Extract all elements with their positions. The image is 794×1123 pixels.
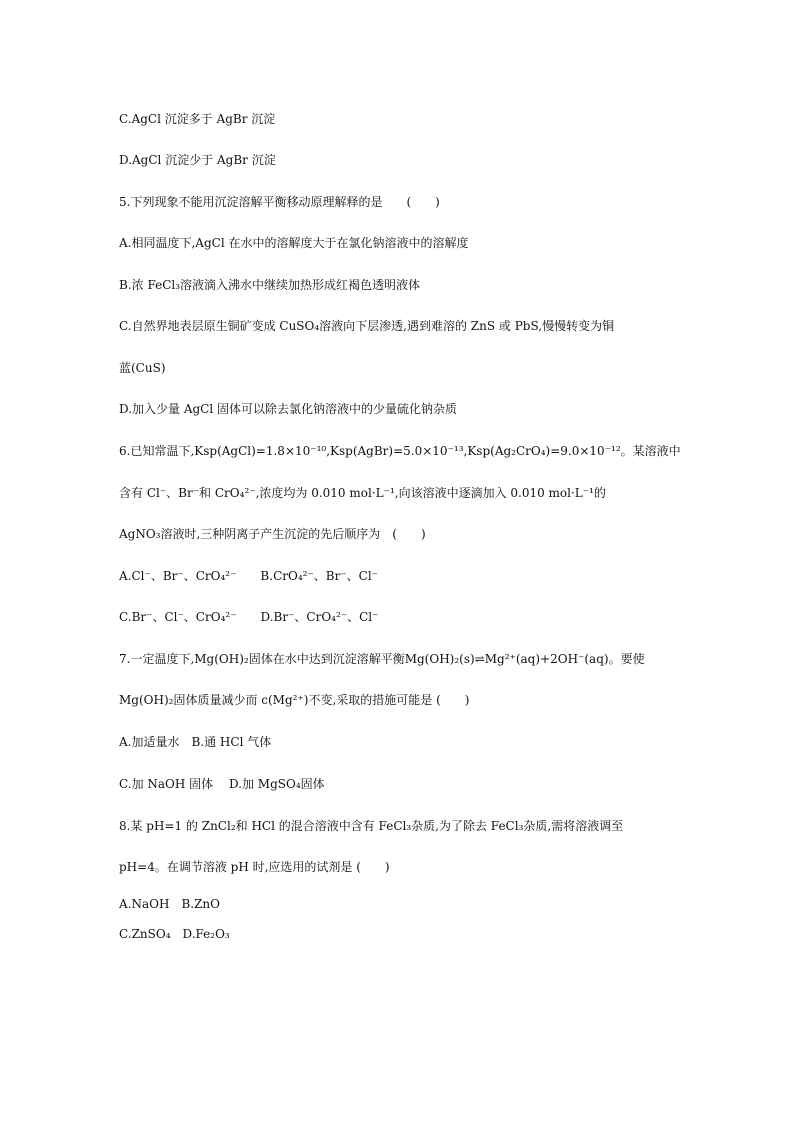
question-6-cont2: AgNO₃溶液时,三种阴离子产生沉淀的先后顺序为 ( ) [119,527,426,541]
options-8cd: C.ZnSO₄ D.Fe₂O₃ [119,927,230,941]
option-5c-cont: 蓝(CuS) [119,361,166,375]
question-6: 6.已知常温下,Ksp(AgCl)=1.8×10⁻¹⁰,Ksp(AgBr)=5.0×10⁻¹³,Ksp(Ag₂CrO₄)=9.0×10⁻¹²。某溶液中 [119,444,681,458]
option-5d: D.加入少量 AgCl 固体可以除去氯化钠溶液中的少量硫化钠杂质 [119,402,458,416]
options-6cd: C.Br⁻、Cl⁻、CrO₄²⁻ D.Br⁻、CrO₄²⁻、Cl⁻ [119,610,379,624]
option-4d: D.AgCl 沉淀少于 AgBr 沉淀 [119,153,276,167]
question-5: 5.下列现象不能用沉淀溶解平衡移动原理解释的是 ( ) [119,195,440,209]
question-7: 7.一定温度下,Mg(OH)₂固体在水中达到沉淀溶解平衡Mg(OH)₂(s)⇌Mg²⁺(aq)+2OH⁻(aq)。要使 [119,652,645,666]
option-4c: C.AgCl 沉淀多于 AgBr 沉淀 [119,112,276,126]
question-6-cont: 含有 Cl⁻、Br⁻和 CrO₄²⁻,浓度均为 0.010 mol·L⁻¹,向该溶液中逐滴加入 0.010 mol·L⁻¹的 [119,486,606,500]
options-8ab: A.NaOH B.ZnO [119,897,220,911]
option-5b: B.浓 FeCl₃溶液滴入沸水中继续加热形成红褐色透明液体 [119,278,421,292]
question-8-cont: pH=4。在调节溶液 pH 时,应选用的试剂是 ( ) [119,860,390,874]
question-7-cont: Mg(OH)₂固体质量减少而 c(Mg²⁺)不变,采取的措施可能是 ( ) [119,693,470,707]
options-6ab: A.Cl⁻、Br⁻、CrO₄²⁻ B.CrO₄²⁻、Br⁻、Cl⁻ [119,569,379,583]
question-8: 8.某 pH=1 的 ZnCl₂和 HCl 的混合溶液中含有 FeCl₃杂质,为了除去 FeCl₃杂质,需将溶液调至 [119,819,624,833]
option-5c: C.自然界地表层原生铜矿变成 CuSO₄溶液向下层渗透,遇到难溶的 ZnS 或 PbS,慢慢转变为铜 [119,319,615,333]
options-7ab: A.加适量水 B.通 HCl 气体 [119,735,272,749]
options-7cd: C.加 NaOH 固体 D.加 MgSO₄固体 [119,777,325,791]
option-5a: A.相同温度下,AgCl 在水中的溶解度大于在氯化钠溶液中的溶解度 [119,236,469,250]
